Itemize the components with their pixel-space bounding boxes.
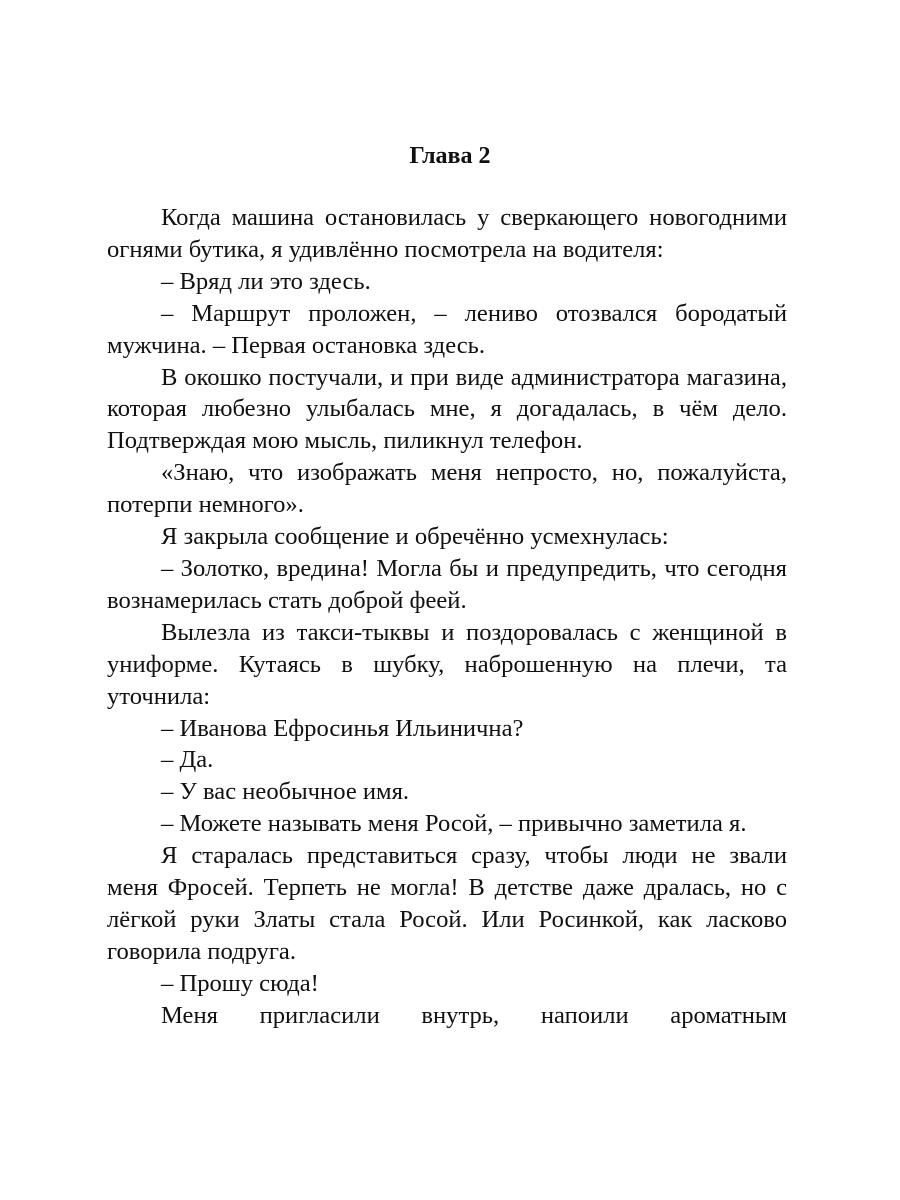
paragraph: Я закрыла сообщение и обречённо усмехнулась:	[161, 523, 669, 551]
paragraph: Я старалась представиться сразу, чтобы люди не звали меня Фросей. Терпеть не могла! В детстве даже дралась, но с лёгкой руки Златы стала Росой. Или Росинкой, как ласково говорила подруга.	[107, 842, 787, 965]
paragraph: – Можете называть меня Росой, – привычно заметила я.	[161, 810, 747, 838]
paragraph: Вылезла из такси-тыквы и поздоровалась с женщиной в униформе. Кутаясь в шубку, наброшенную на плечи, та уточнила:	[107, 618, 787, 710]
paragraph: – Вряд ли это здесь.	[161, 267, 371, 295]
paragraph: – Маршрут проложен, – лениво отозвался бородатый мужчина. – Первая остановка здесь.	[107, 299, 787, 359]
paragraph: Меня пригласили внутрь, напоили ароматным	[161, 1001, 787, 1029]
paragraph: Когда машина остановилась у сверкающего новогодними огнями бутика, я удивлённо посмотрела на водителя:	[107, 204, 787, 263]
paragraph: – Да.	[161, 746, 214, 774]
paragraph: – Прошу сюда!	[161, 969, 319, 997]
paragraph: – Иванова Ефросинья Ильинична?	[161, 714, 524, 742]
paragraph: «Знаю, что изображать меня непросто, но, пожалуйста, потерпи немного».	[107, 459, 787, 519]
paragraph: – Золотко, вредина! Могла бы и предупредить, что сегодня вознамерилась стать доброй феей.	[107, 554, 787, 614]
chapter-title: Глава 2	[409, 143, 491, 169]
chapter-body	[107, 202, 787, 1032]
paragraph: В окошко постучали, и при виде администратора магазина, которая любезно улыбалась мне, я догадалась, в чём дело. Подтверждая мою мысль, пиликнул телефон.	[107, 363, 787, 455]
paragraph: – У вас необычное имя.	[161, 778, 410, 806]
